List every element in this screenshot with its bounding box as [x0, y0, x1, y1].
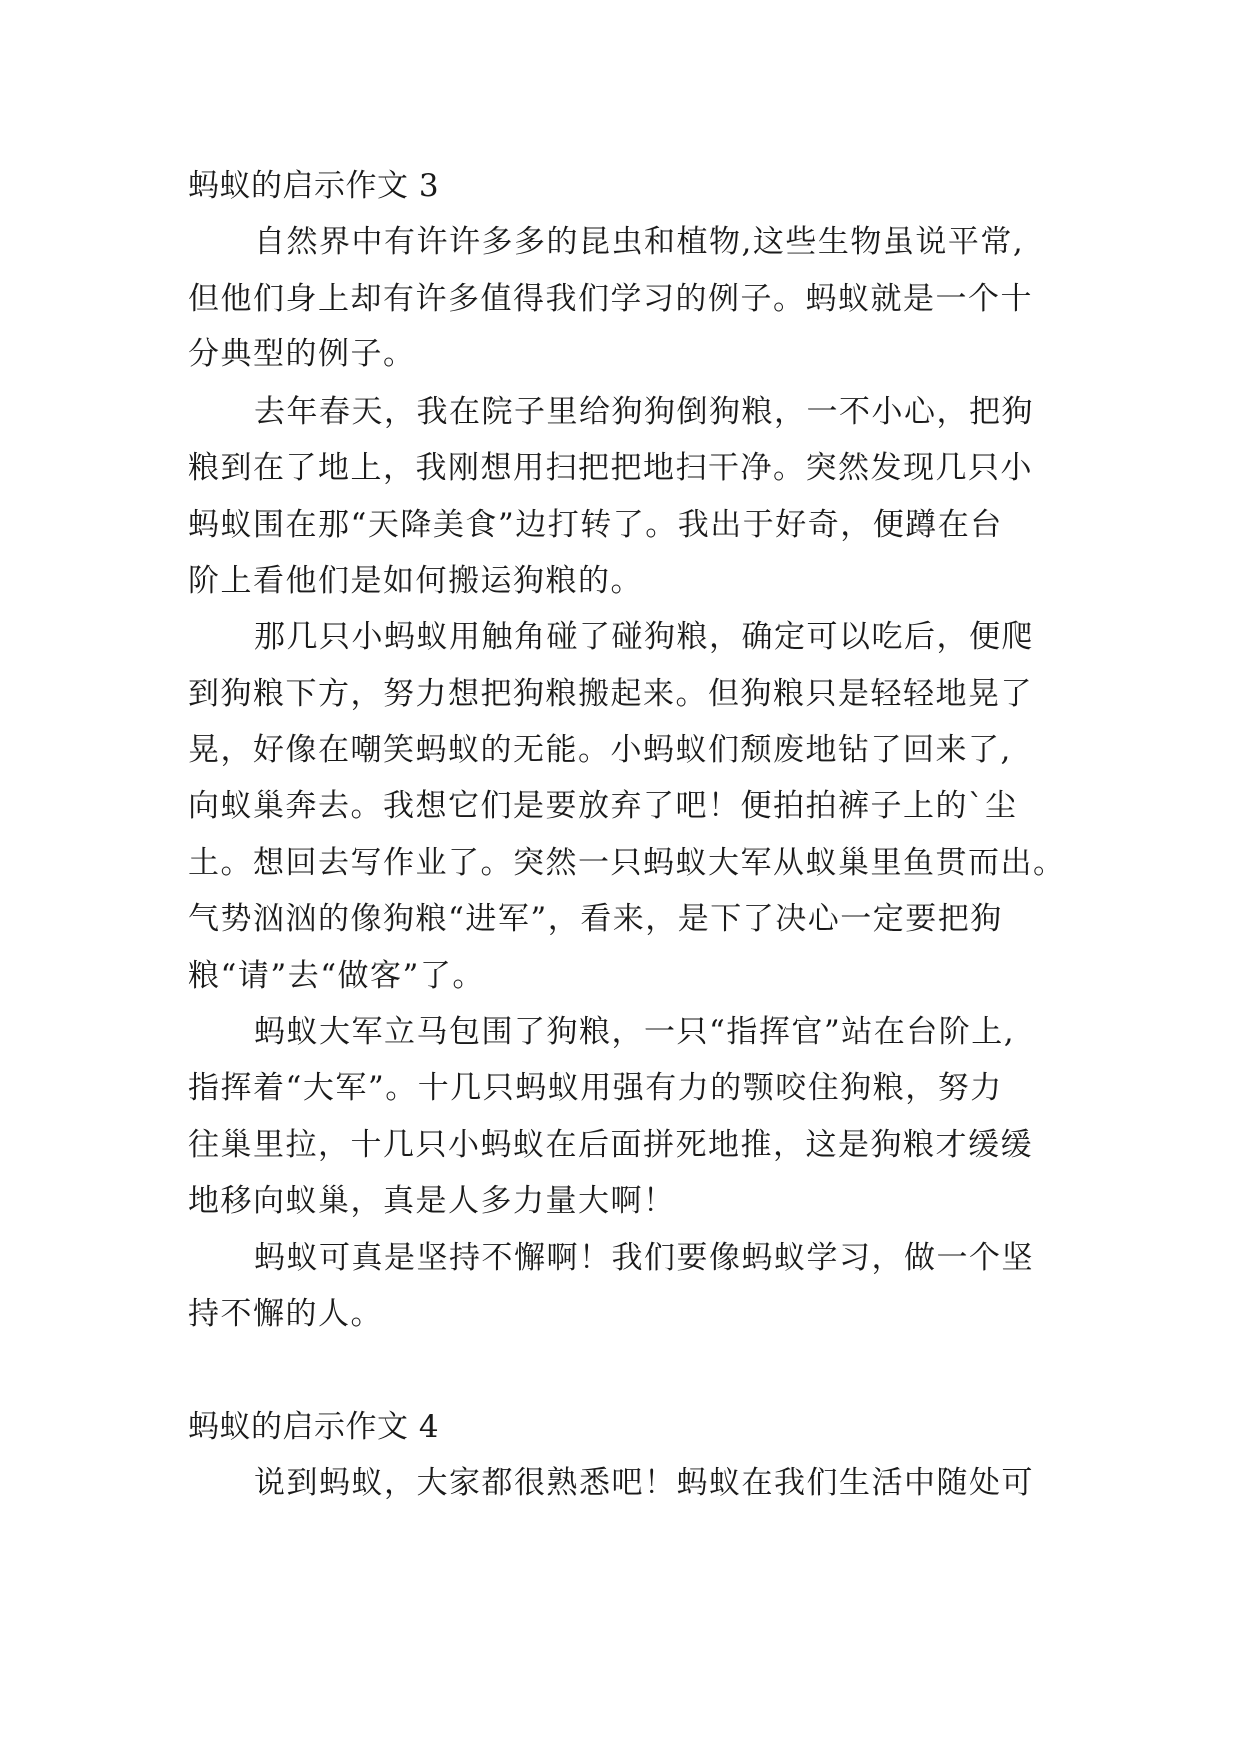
paragraph-line: 蚂蚁可真是坚持不懈啊！我们要像蚂蚁学习，做一个坚 [254, 1240, 1034, 1276]
paragraph-line: 晃，好像在嘲笑蚂蚁的无能。小蚂蚁们颓废地钻了回来了, [188, 732, 1012, 768]
paragraph-line: 向蚁巢奔去。我想它们是要放弃了吧！便拍拍裤子上的`尘 [188, 788, 1018, 824]
paragraph-line: 去年春天，我在院子里给狗狗倒狗粮，一不小心，把狗 [254, 394, 1034, 430]
paragraph-line: 持不懈的人。 [188, 1296, 383, 1332]
paragraph-line: 蚂蚁大军立马包围了狗粮，一只“指挥官”站在台阶上, [254, 1014, 1016, 1050]
paragraph-line: 蚂蚁围在那“天降美食”边打转了。我出于好奇，便蹲在台 [188, 507, 1003, 543]
paragraph-line: 粮“请”去“做客”了。 [188, 958, 485, 994]
paragraph-line: 往巢里拉，十几只小蚂蚁在后面拼死地推，这是狗粮才缓缓 [188, 1127, 1033, 1163]
paragraph-line: 那几只小蚂蚁用触角碰了碰狗粮，确定可以吃后，便爬 [254, 619, 1034, 655]
paragraph-line: 指挥着“大军”。十几只蚂蚁用强有力的颚咬住狗粮，努力 [188, 1070, 1003, 1106]
paragraph-line: 分典型的例子。 [188, 336, 416, 372]
paragraph-line: 说到蚂蚁，大家都很熟悉吧！蚂蚁在我们生活中随处可 [254, 1465, 1034, 1501]
paragraph-line: 粮到在了地上，我刚想用扫把把地扫干净。突然发现几只小 [188, 450, 1033, 486]
paragraph-line: 到狗粮下方，努力想把狗粮搬起来。但狗粮只是轻轻地晃了 [188, 676, 1033, 712]
paragraph-line: 但他们身上却有许多值得我们学习的例子。蚂蚁就是一个十 [188, 281, 1033, 317]
paragraph-line: 地移向蚁巢，真是人多力量大啊！ [188, 1183, 676, 1219]
paragraph-line: 阶上看他们是如何搬运狗粮的。 [188, 563, 643, 599]
paragraph-line: 气势汹汹的像狗粮“进军”，看来，是下了决心一定要把狗 [188, 901, 1003, 937]
paragraph-line: 土。想回去写作业了。突然一只蚂蚁大军从蚁巢里鱼贯而出。 [188, 845, 1066, 881]
section-4-title: 蚂蚁的启示作文 4 [188, 1409, 440, 1445]
section-3-title: 蚂蚁的启示作文 3 [188, 168, 440, 204]
paragraph-line: 自然界中有许许多多的昆虫和植物,这些生物虽说平常, [254, 224, 1025, 260]
